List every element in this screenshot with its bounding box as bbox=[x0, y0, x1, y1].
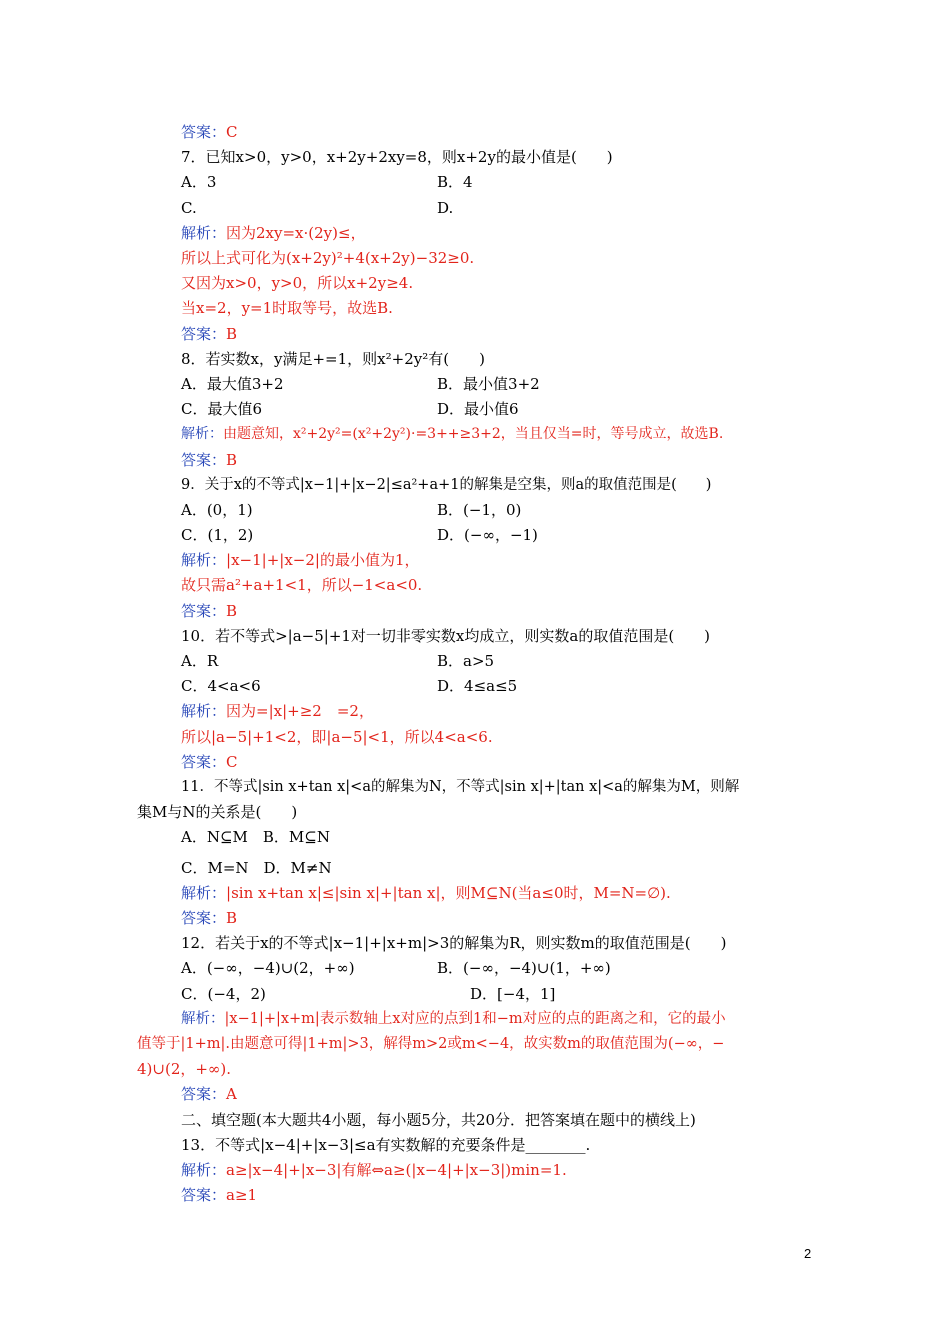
q10-answer: 答案：C bbox=[181, 753, 238, 771]
q10-option-d: D．4≤a≤5 bbox=[437, 677, 518, 695]
q8-option-a: A．最大值3+2 bbox=[181, 375, 284, 393]
q7-option-b: B．4 bbox=[437, 173, 473, 191]
section-2-title: 二、填空题(本大题共4小题，每小题5分，共20分．把答案填在题中的横线上) bbox=[181, 1111, 696, 1129]
q12-option-d: D．[−4，1] bbox=[470, 985, 556, 1003]
q7-analysis-2: 所以上式可化为(x+2y)²+4(x+2y)−32≥0. bbox=[181, 249, 475, 267]
q12-analysis-3: 4)∪(2，+∞). bbox=[137, 1060, 232, 1078]
q10-option-b: B．a>5 bbox=[437, 652, 495, 670]
q10-analysis-1: 解析：因为=|x|+≥2 =2， bbox=[181, 702, 374, 720]
q7-option-c: C. bbox=[181, 199, 197, 217]
q10-stem: 10．若不等式>|a−5|+1对一切非零实数x均成立，则实数a的取值范围是( ) bbox=[181, 627, 711, 645]
q7-option-d: D. bbox=[437, 199, 454, 217]
q11-stem-2: 集M与N的关系是( ) bbox=[137, 803, 298, 821]
q7-stem: 7．已知x>0，y>0，x+2y+2xy=8，则x+2y的最小值是( ) bbox=[181, 148, 613, 166]
q8-answer: 答案：B bbox=[181, 451, 238, 469]
q9-answer: 答案：B bbox=[181, 602, 238, 620]
q9-option-b: B．(−1，0) bbox=[437, 501, 522, 519]
q12-option-c: C．(−4，2) bbox=[181, 985, 266, 1003]
q9-option-a: A．(0，1) bbox=[181, 501, 253, 519]
q13-analysis-1: 解析：a≥|x−4|+|x−3|有解⇔a≥(|x−4|+|x−3|)min=1. bbox=[181, 1161, 567, 1179]
q11-stem-1: 11．不等式|sin x+tan x|<a的解集为N，不等式|sin x|+|tan x|<a的解集为M，则解 bbox=[181, 779, 740, 795]
q9-option-d: D．(−∞，−1) bbox=[437, 526, 538, 544]
q7-option-a: A．3 bbox=[181, 173, 217, 191]
q8-analysis-1: 解析：由题意知，x²+2y²=(x²+2y²)·=3++≥3+2，当且仅当=时，等号成立，故选B. bbox=[181, 426, 724, 442]
q12-option-b: B．(−∞，−4)∪(1，+∞) bbox=[437, 959, 611, 977]
q10-option-a: A．R bbox=[181, 652, 219, 670]
q12-option-a: A．(−∞，−4)∪(2，+∞) bbox=[181, 959, 355, 977]
q13-stem: 13．不等式|x−4|+|x−3|≤a有实数解的充要条件是________. bbox=[181, 1136, 591, 1154]
q11-answer: 答案：B bbox=[181, 909, 238, 927]
q11-options-cd: C．M=N D．M≠N bbox=[181, 859, 332, 877]
q12-answer: 答案：A bbox=[181, 1085, 237, 1103]
q9-stem: 9．关于x的不等式|x−1|+|x−2|≤a²+a+1的解集是空集，则a的取值范围是( ) bbox=[181, 477, 712, 493]
answer-line: 答案：C bbox=[181, 123, 238, 141]
q9-analysis-2: 故只需a²+a+1<1，所以−1<a<0. bbox=[181, 576, 423, 594]
q7-analysis-4: 当x=2，y=1时取等号，故选B. bbox=[181, 299, 393, 317]
q8-option-d: D．最小值6 bbox=[437, 400, 519, 418]
q9-analysis-1: 解析：|x−1|+|x−2|的最小值为1， bbox=[181, 551, 420, 569]
q11-options-ab: A．N⊆M B．M⊆N bbox=[181, 828, 330, 846]
q8-stem: 8．若实数x，y满足+=1，则x²+2y²有( ) bbox=[181, 350, 485, 368]
q12-analysis-1: 解析：|x−1|+|x+m|表示数轴上x对应的点到1和−m对应的点的距离之和，它的最小 bbox=[181, 1011, 726, 1027]
q10-option-c: C．4<a<6 bbox=[181, 677, 261, 695]
q12-analysis-2: 值等于|1+m|.由题意可得|1+m|>3，解得m>2或m<−4，故实数m的取值范围为(−∞，− bbox=[137, 1036, 725, 1052]
q7-answer: 答案：B bbox=[181, 325, 238, 343]
q9-option-c: C．(1，2) bbox=[181, 526, 254, 544]
q13-answer: 答案：a≥1 bbox=[181, 1186, 258, 1204]
q8-option-c: C．最大值6 bbox=[181, 400, 263, 418]
q7-analysis-3: 又因为x>0，y>0，所以x+2y≥4. bbox=[181, 274, 414, 292]
q8-option-b: B．最小值3+2 bbox=[437, 375, 540, 393]
q7-analysis-1: 解析：因为2xy=x·(2y)≤， bbox=[181, 224, 366, 242]
q10-analysis-2: 所以|a−5|+1<2，即|a−5|<1，所以4<a<6. bbox=[181, 728, 493, 746]
q12-stem: 12．若关于x的不等式|x−1|+|x+m|>3的解集为R，则实数m的取值范围是( ) bbox=[181, 934, 727, 952]
q11-analysis-1: 解析：|sin x+tan x|≤|sin x|+|tan x|，则M⊆N(当a≤0时，M=N=∅). bbox=[181, 884, 671, 902]
page-number: 2 bbox=[804, 1246, 812, 1261]
